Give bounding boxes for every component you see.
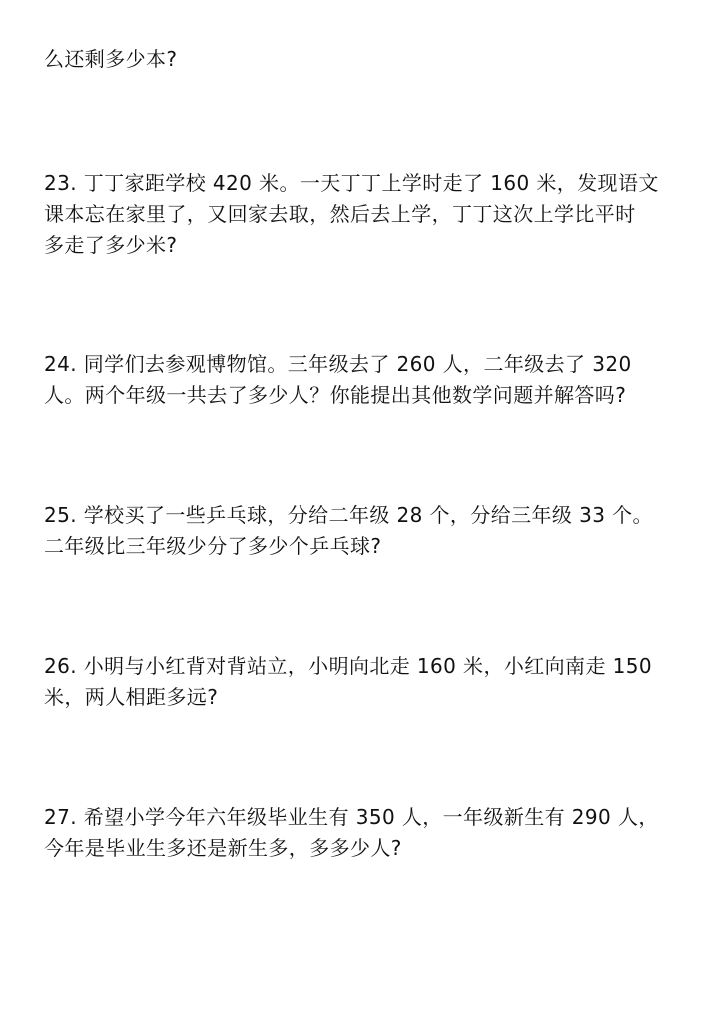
text-line: 24. 同学们去参观博物馆。三年级去了 260 人，二年级去了 320 — [44, 352, 632, 376]
text-line: 27. 希望小学今年六年级毕业生有 350 人，一年级新生有 290 人， — [44, 805, 659, 829]
text-line: 二年级比三年级少分了多少个乒乓球? — [44, 534, 382, 558]
text-line: 23. 丁丁家距学校 420 米。一天丁丁上学时走了 160 米，发现语文 — [44, 171, 659, 195]
problem-26 — [44, 651, 688, 713]
text-line: 多走了多少米? — [44, 233, 178, 257]
problem-24 — [44, 349, 688, 411]
text-line: 米，两人相距多远? — [44, 685, 219, 709]
text-line: 25. 学校买了一些乒乓球，分给二年级 28 个，分给三年级 33 个。 — [44, 503, 653, 527]
problem-22-continuation — [44, 44, 688, 75]
text-line: 人。两个年级一共去了多少人？你能提出其他数学问题并解答吗? — [44, 383, 627, 407]
text-line: 26. 小明与小红背对背站立，小明向北走 160 米，小红向南走 150 — [44, 654, 652, 678]
text-line: 课本忘在家里了，又回家去取，然后去上学，丁丁这次上学比平时 — [44, 202, 636, 226]
problem-25 — [44, 500, 688, 562]
text-line: 么还剩多少本? — [44, 47, 178, 71]
problem-27 — [44, 802, 688, 864]
text-line: 今年是毕业生多还是新生多，多多少人? — [44, 836, 402, 860]
problem-23 — [44, 168, 688, 261]
